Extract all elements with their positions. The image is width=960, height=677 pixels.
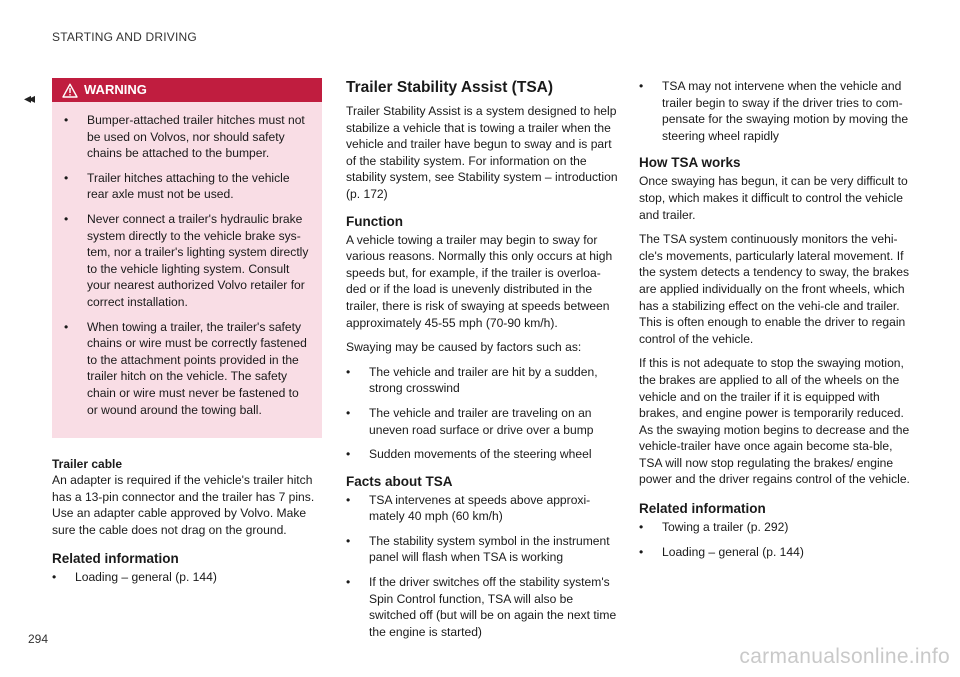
bullet: • bbox=[639, 520, 644, 535]
middle-column bbox=[346, 78, 618, 648]
warning-item-text: Bumper-attached trailer hitches must not be used on Volvos, nor should safety chains be attached to the bumper. bbox=[87, 113, 305, 161]
page-number: 294 bbox=[28, 632, 49, 646]
list-item bbox=[346, 533, 618, 566]
related-link-text[interactable]: Loading – general (p. 144) bbox=[75, 570, 217, 585]
section-header: STARTING AND DRIVING bbox=[52, 30, 197, 44]
warning-header bbox=[52, 78, 322, 102]
bullet: • bbox=[346, 405, 351, 420]
warning-item-text: Trailer hitches attaching to the vehicle rear axle must not be used. bbox=[87, 170, 290, 202]
warning-box bbox=[52, 78, 322, 438]
related-info-list bbox=[639, 519, 911, 560]
list-item-text: Sudden movements of the steering wheel bbox=[369, 447, 592, 462]
bullet: • bbox=[346, 533, 351, 548]
bullet: • bbox=[346, 492, 351, 507]
related-link-text[interactable]: Loading – general (p. 144) bbox=[662, 544, 804, 559]
warning-item-text: Never connect a trailer's hydraulic brake system directly to the vehicle brake sys-tem, nor a trailer's lighting system directly to the vehicle lighting system. Consult your nearest authorized Volvo retailer for correct installation. bbox=[87, 211, 309, 309]
how-paragraph: Once swaying has begun, it can be very difficult to stop, which makes it difficult to control the vehicle and trailer. bbox=[639, 174, 908, 222]
how-paragraph: The TSA system continuously monitors the vehi-cle's movements, particularly lateral movement. If the system detects a tendency to sway, the brakes are applied individually on the front wheels, which has a stabilizing effect on the vehi-cle and trailer. This is often enough to enable the driver to regain control of the vehicle. bbox=[639, 232, 910, 346]
swaying-causes-list bbox=[346, 364, 618, 463]
list-item bbox=[346, 364, 618, 397]
facts-list-continued bbox=[639, 78, 911, 144]
list-item-text: If the driver switches off the stability system's Spin Control function, TSA will also be switched off (but will be on again the next time the engine is started) bbox=[369, 575, 617, 639]
related-info-heading: Related information bbox=[639, 501, 766, 517]
list-item bbox=[346, 492, 618, 525]
warning-list bbox=[52, 102, 322, 418]
list-item bbox=[346, 405, 618, 438]
bullet: • bbox=[639, 544, 644, 559]
bullet: • bbox=[639, 79, 644, 93]
bullet: • bbox=[346, 364, 351, 379]
related-info-list bbox=[52, 569, 322, 586]
related-link[interactable] bbox=[639, 544, 911, 561]
previous-page-icon[interactable]: ◂◂ bbox=[24, 90, 33, 106]
swaying-intro: Swaying may be caused by factors such as: bbox=[346, 340, 582, 355]
list-item-text: The vehicle and trailer are traveling on an uneven road surface or drive over a bump bbox=[369, 405, 594, 437]
warning-title: WARNING bbox=[84, 81, 147, 97]
page-title: Trailer Stability Assist (TSA) bbox=[346, 79, 554, 96]
related-link[interactable] bbox=[639, 519, 911, 536]
related-link-text[interactable]: Towing a trailer (p. 292) bbox=[662, 520, 789, 535]
facts-list bbox=[346, 492, 618, 641]
warning-triangle-icon bbox=[62, 83, 78, 98]
bullet: • bbox=[346, 575, 351, 590]
bullet: • bbox=[64, 113, 69, 127]
list-item bbox=[346, 574, 618, 640]
related-info-heading: Related information bbox=[52, 551, 179, 567]
bullet: • bbox=[346, 447, 351, 462]
how-tsa-works-heading: How TSA works bbox=[639, 155, 741, 171]
list-item-text: The vehicle and trailer are hit by a sudden, strong crosswind bbox=[369, 364, 598, 396]
right-column bbox=[639, 78, 911, 568]
warning-item bbox=[64, 319, 310, 419]
list-item-text: TSA may not intervene when the vehicle and trailer begin to sway if the driver tries to com-pensate for the swaying motion by moving the steering wheel rapidly bbox=[662, 79, 909, 143]
warning-item bbox=[64, 170, 310, 203]
bullet: • bbox=[64, 170, 69, 185]
function-heading: Function bbox=[346, 213, 403, 229]
function-text: A vehicle towing a trailer may begin to sway for various reasons. Normally this only occurs at high speeds but, for example, if the trailer is overloa-ded or if the load is unevenly distributed in the trailer, there is risk of swaying at speeds between approximately 45-55 mph (70-90 km/h). bbox=[346, 232, 613, 330]
bullet: • bbox=[64, 211, 69, 226]
left-column bbox=[52, 78, 322, 592]
list-item-text: TSA intervenes at speeds above approxi-mately 40 mph (60 km/h) bbox=[369, 492, 591, 524]
related-link[interactable] bbox=[52, 569, 322, 586]
trailer-cable-text: An adapter is required if the vehicle's trailer hitch has a 13-pin connector and the trailer has 7 pins. Use an adapter cable approved by Volvo. Make sure the cable does not drag on the ground. bbox=[52, 473, 315, 537]
trailer-cable-heading: Trailer cable bbox=[52, 457, 123, 472]
how-paragraph: If this is not adequate to stop the swaying motion, the brakes are applied to all of the wheels on the vehicle and on the trailer if it is equipped with brakes, and engine power is temporarily reduced. As the swaying motion begins to decrease and the vehicle-trailer have once again become sta-ble, TSA will now stop regulating the brakes/ engine power and the driver regains control of the vehicle. bbox=[639, 356, 910, 487]
list-item-text: The stability system symbol in the instrument panel will flash when TSA is working bbox=[369, 533, 610, 565]
warning-item bbox=[64, 211, 310, 311]
warning-item bbox=[64, 112, 310, 162]
facts-heading: Facts about TSA bbox=[346, 473, 453, 489]
bullet: • bbox=[52, 570, 57, 585]
list-item bbox=[346, 446, 618, 463]
bullet: • bbox=[64, 319, 69, 334]
warning-item-text: When towing a trailer, the trailer's safety chains or wire must be correctly fastened to the attachment points provided in the trailer hitch on the vehicle. The safety chain or wire must never be fastened to or wound around the towing ball. bbox=[87, 319, 307, 417]
list-item bbox=[639, 78, 911, 144]
tsa-intro: Trailer Stability Assist is a system designed to help stabilize a vehicle that is towing a trailer when the vehicle and trailer have begun to sway and is part of the stability system. For information on the stability system, see Stability system – introduction (p. 172) bbox=[346, 104, 618, 201]
watermark: carmanualsonline.info bbox=[739, 645, 950, 668]
